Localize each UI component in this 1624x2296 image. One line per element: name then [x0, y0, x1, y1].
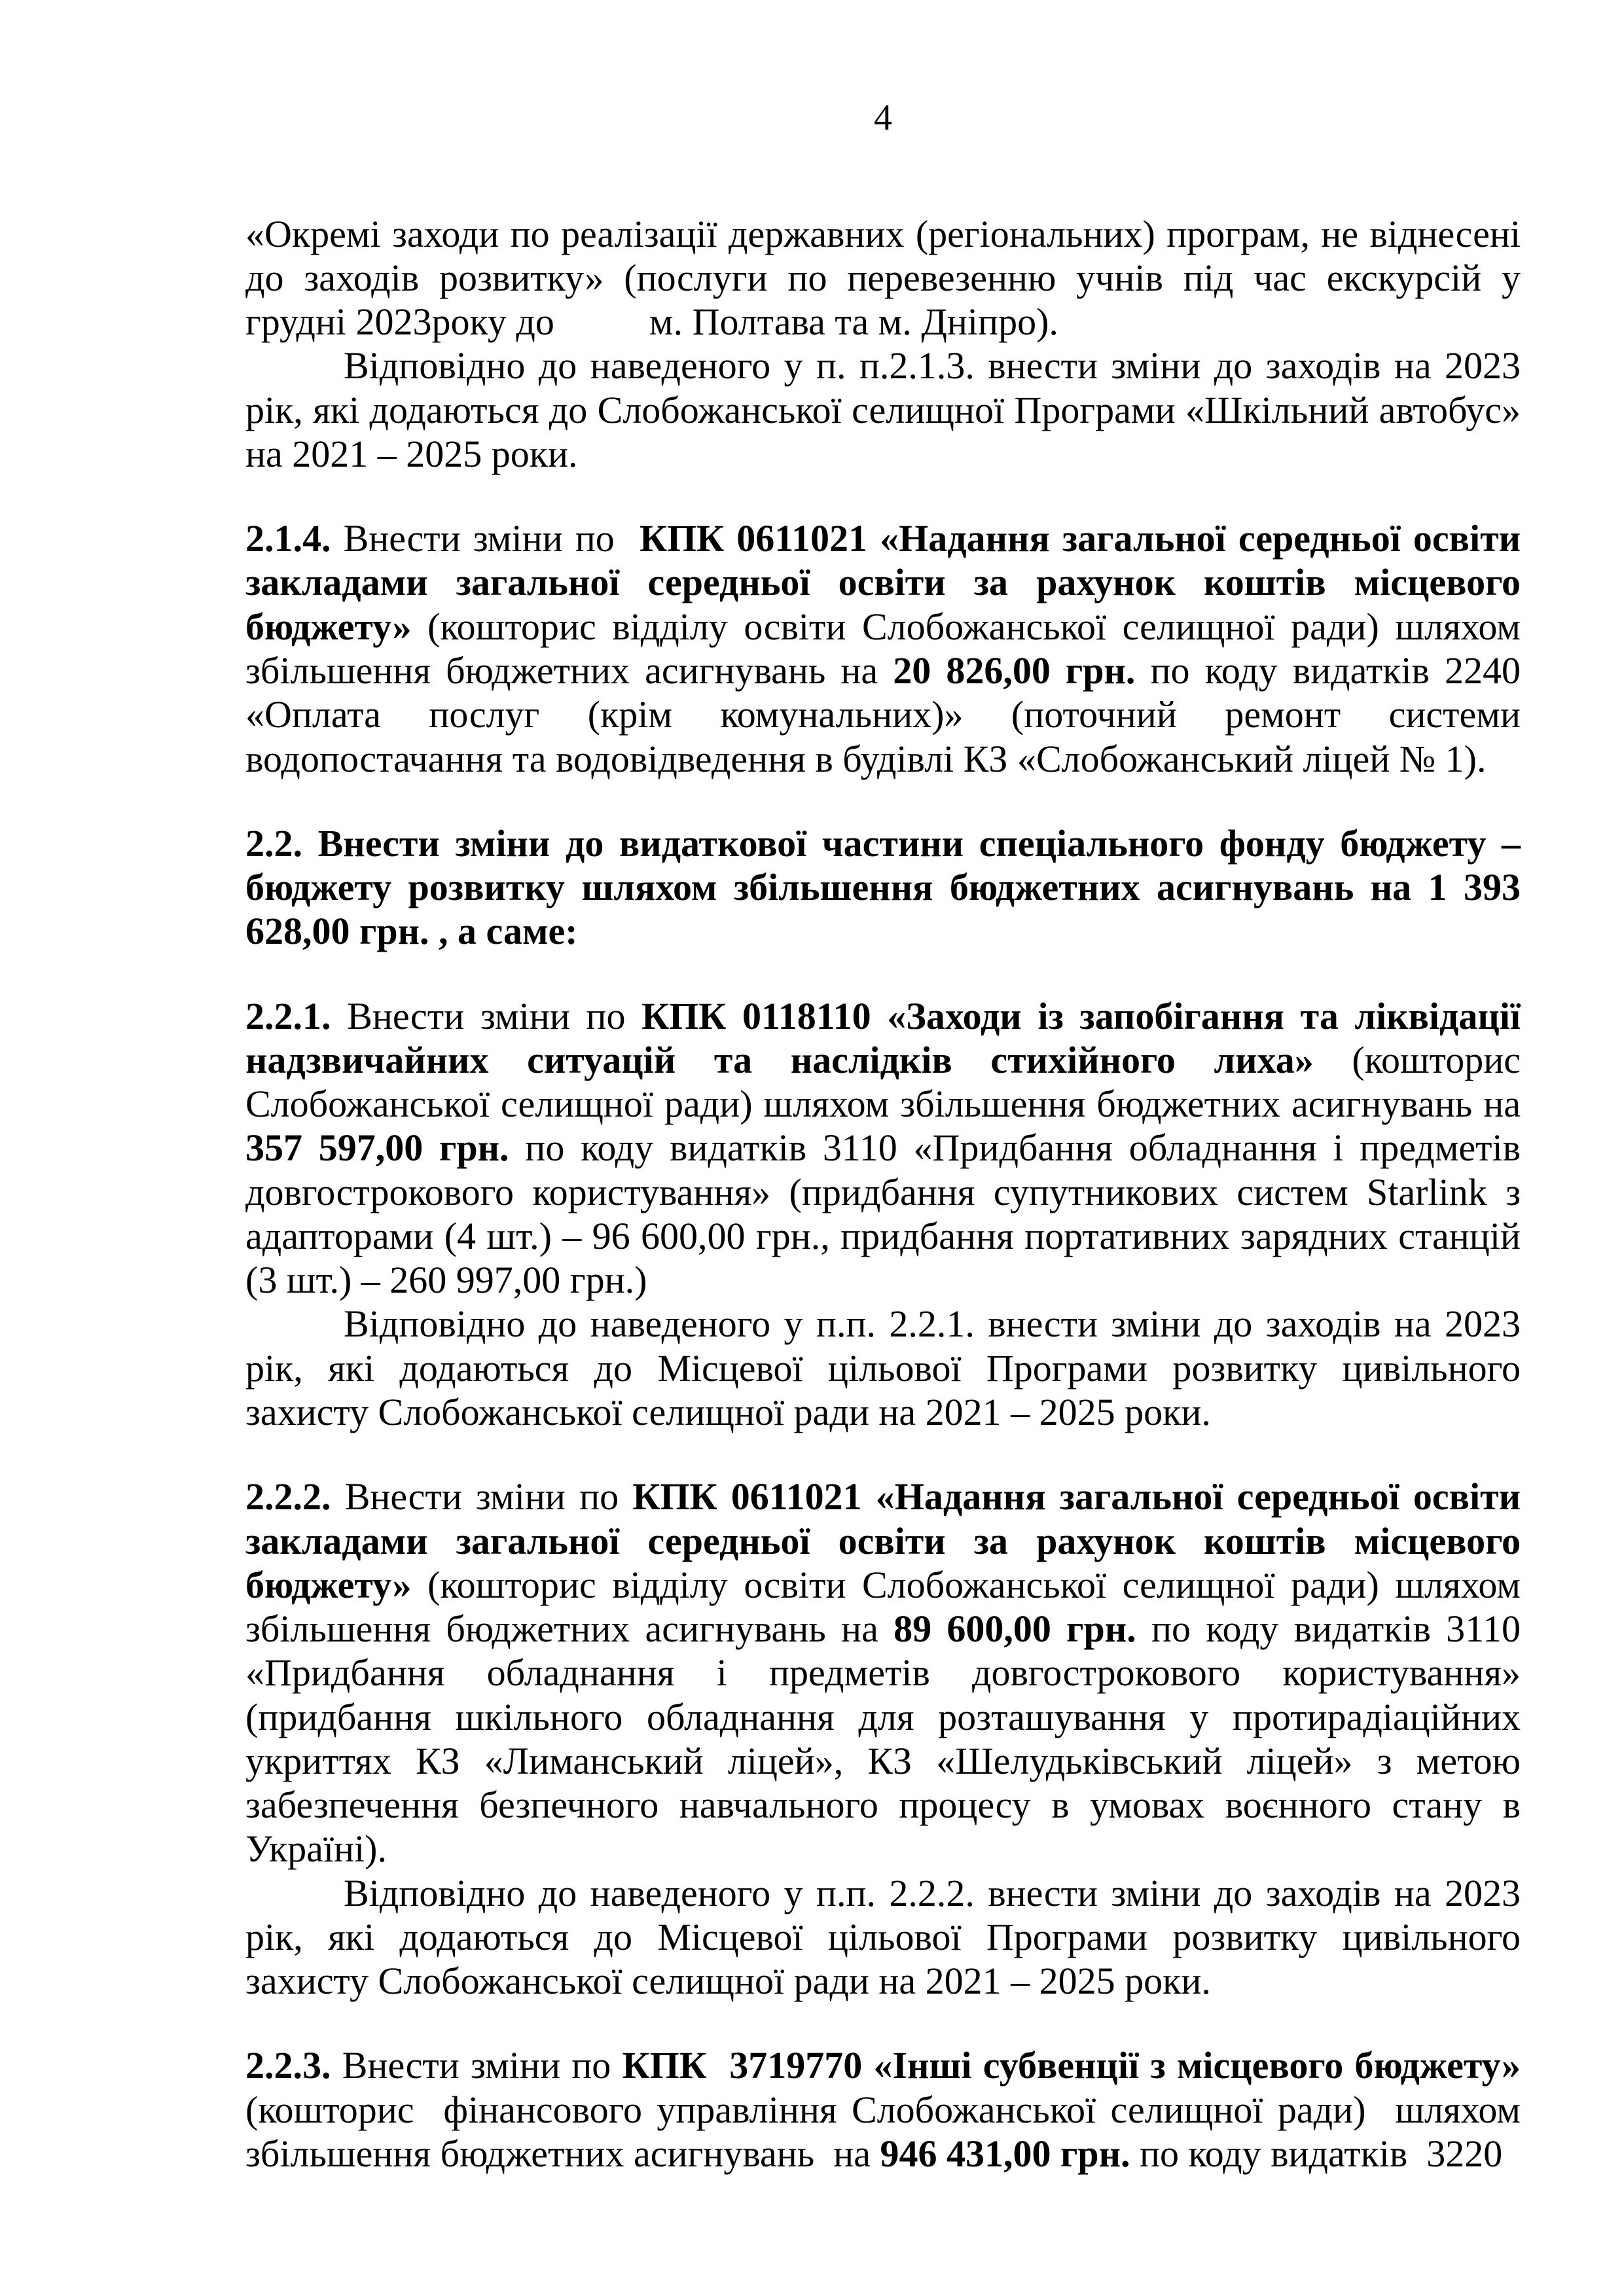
text-run: Внести зміни по [331, 1475, 633, 1518]
text-run: Відповідно до наведеного у п.п. 2.2.1. внести зміни до заходів на 2023 рік, які додаються до Місцевої цільової Програми розвитку цивільного захисту Слобожанської селищної ради на 2021 – 2025 роки. [245, 1302, 1530, 1433]
text-run: 2.2.2. [245, 1475, 331, 1518]
text-run: «Окремі заходи по реалізації державних (регіональних) програм, не віднесені до заходів розвитку» (послуги по перевезенню учнів під час екскурсій у грудні 2023року до м. Полтава та м. Дніпро). [245, 212, 1530, 344]
text-run: 89 600,00 грн. [893, 1607, 1136, 1651]
text-run: (кошторис фінансового управління Слобожанської селищної ради) шляхом збільшення бюджетних асигнувань на [245, 2044, 1530, 2175]
text-run: КПК 3719770 «Інші субвенції з місцевого бюджету» [622, 2044, 1521, 2087]
paragraph [245, 821, 1530, 954]
paragraph [245, 2043, 1530, 2176]
text-run: КПК 0611021 «Надання загальної середньої освіти закладами загальної середньої освіти за рахунок коштів місцевого бюджету» [245, 517, 1530, 648]
text-run: 2.2.1. [245, 994, 331, 1037]
text-run: (кошторис відділу освіти Слобожанської селищної ради) шляхом збільшення бюджетних асигнувань на [245, 605, 1530, 692]
text-run: по коду видатків 2240 «Оплата послуг (крім комунальних)» (поточний ремонт системи водопостачання та водовідведення в будівлі КЗ «Слобожанський ліцей № 1). [245, 649, 1530, 780]
paragraph [245, 212, 1530, 344]
text-run: по коду видатків 3110 «Придбання обладнання і предметів довгострокового користування» (придбання шкільного обладнання для розташування у протирадіаційних укриттях КЗ «Лиманський ліцей», КЗ «Шелудьківський ліцей» з метою забезпечення безпечного навчального процесу в умовах воєнного стану в Україні). [245, 1607, 1530, 1871]
paragraph [245, 994, 1530, 1302]
text-run: 2.2.3. [245, 2044, 331, 2087]
document-body [245, 212, 1530, 2176]
text-run: Внести зміни по [331, 517, 640, 560]
text-run: (кошторис Слобожанської селищної ради) шляхом збільшення бюджетних асигнувань на [245, 1038, 1530, 1126]
paragraph [245, 1475, 1530, 1871]
text-run: 357 597,00 грн. [245, 1126, 509, 1170]
text-run: 20 826,00 грн. [893, 649, 1136, 692]
paragraph [245, 344, 1530, 476]
text-run: Відповідно до наведеного у п.п. 2.2.2. внести зміни до заходів на 2023 рік, які додаються до Місцевої цільової Програми розвитку цивільного захисту Слобожанської селищної ради на 2021 – 2025 роки. [245, 1871, 1530, 2003]
paragraph [245, 516, 1530, 781]
text-run: Внести зміни по [331, 2044, 623, 2087]
paragraph [245, 1871, 1530, 2003]
text-run: КПК 0611021 «Надання загальної середньої освіти закладами загальної середньої освіти за рахунок коштів місцевого бюджету» [245, 1475, 1530, 1606]
text-run: 946 431,00 грн. [880, 2132, 1130, 2175]
text-run: КПК 0118110 «Заходи із запобігання та ліквідації надзвичайних ситуацій та наслідків стихійного лиха» [245, 994, 1530, 1081]
text-run: по коду видатків 3110 «Придбання обладнання і предметів довгострокового користування» (придбання супутникових систем Starlink з адапторами (4 шт.) – 96 600,00 грн., придбання портативних зарядних станцій (3 шт.) – 260 997,00 грн.) [245, 1126, 1530, 1302]
text-run: (кошторис відділу освіти Слобожанської селищної ради) шляхом збільшення бюджетних асигнувань на [245, 1563, 1530, 1651]
paragraph [245, 1302, 1530, 1434]
text-run: Відповідно до наведеного у п. п.2.1.3. внести зміни до заходів на 2023 рік, які додаються до Слобожанської селищної Програми «Шкільний автобус» на 2021 – 2025 роки. [245, 344, 1530, 475]
text-run: 2.2. Внести зміни до видаткової частини спеціального фонду бюджету – бюджету розвитку шляхом збільшення бюджетних асигнувань на 1 393 628,00 грн. , а саме: [245, 821, 1530, 953]
text-run: Внести зміни по [331, 994, 642, 1037]
text-run: по коду видатків 3220 [1130, 2132, 1503, 2175]
page-number: 4 [874, 98, 892, 138]
text-run: 2.1.4. [245, 517, 331, 560]
